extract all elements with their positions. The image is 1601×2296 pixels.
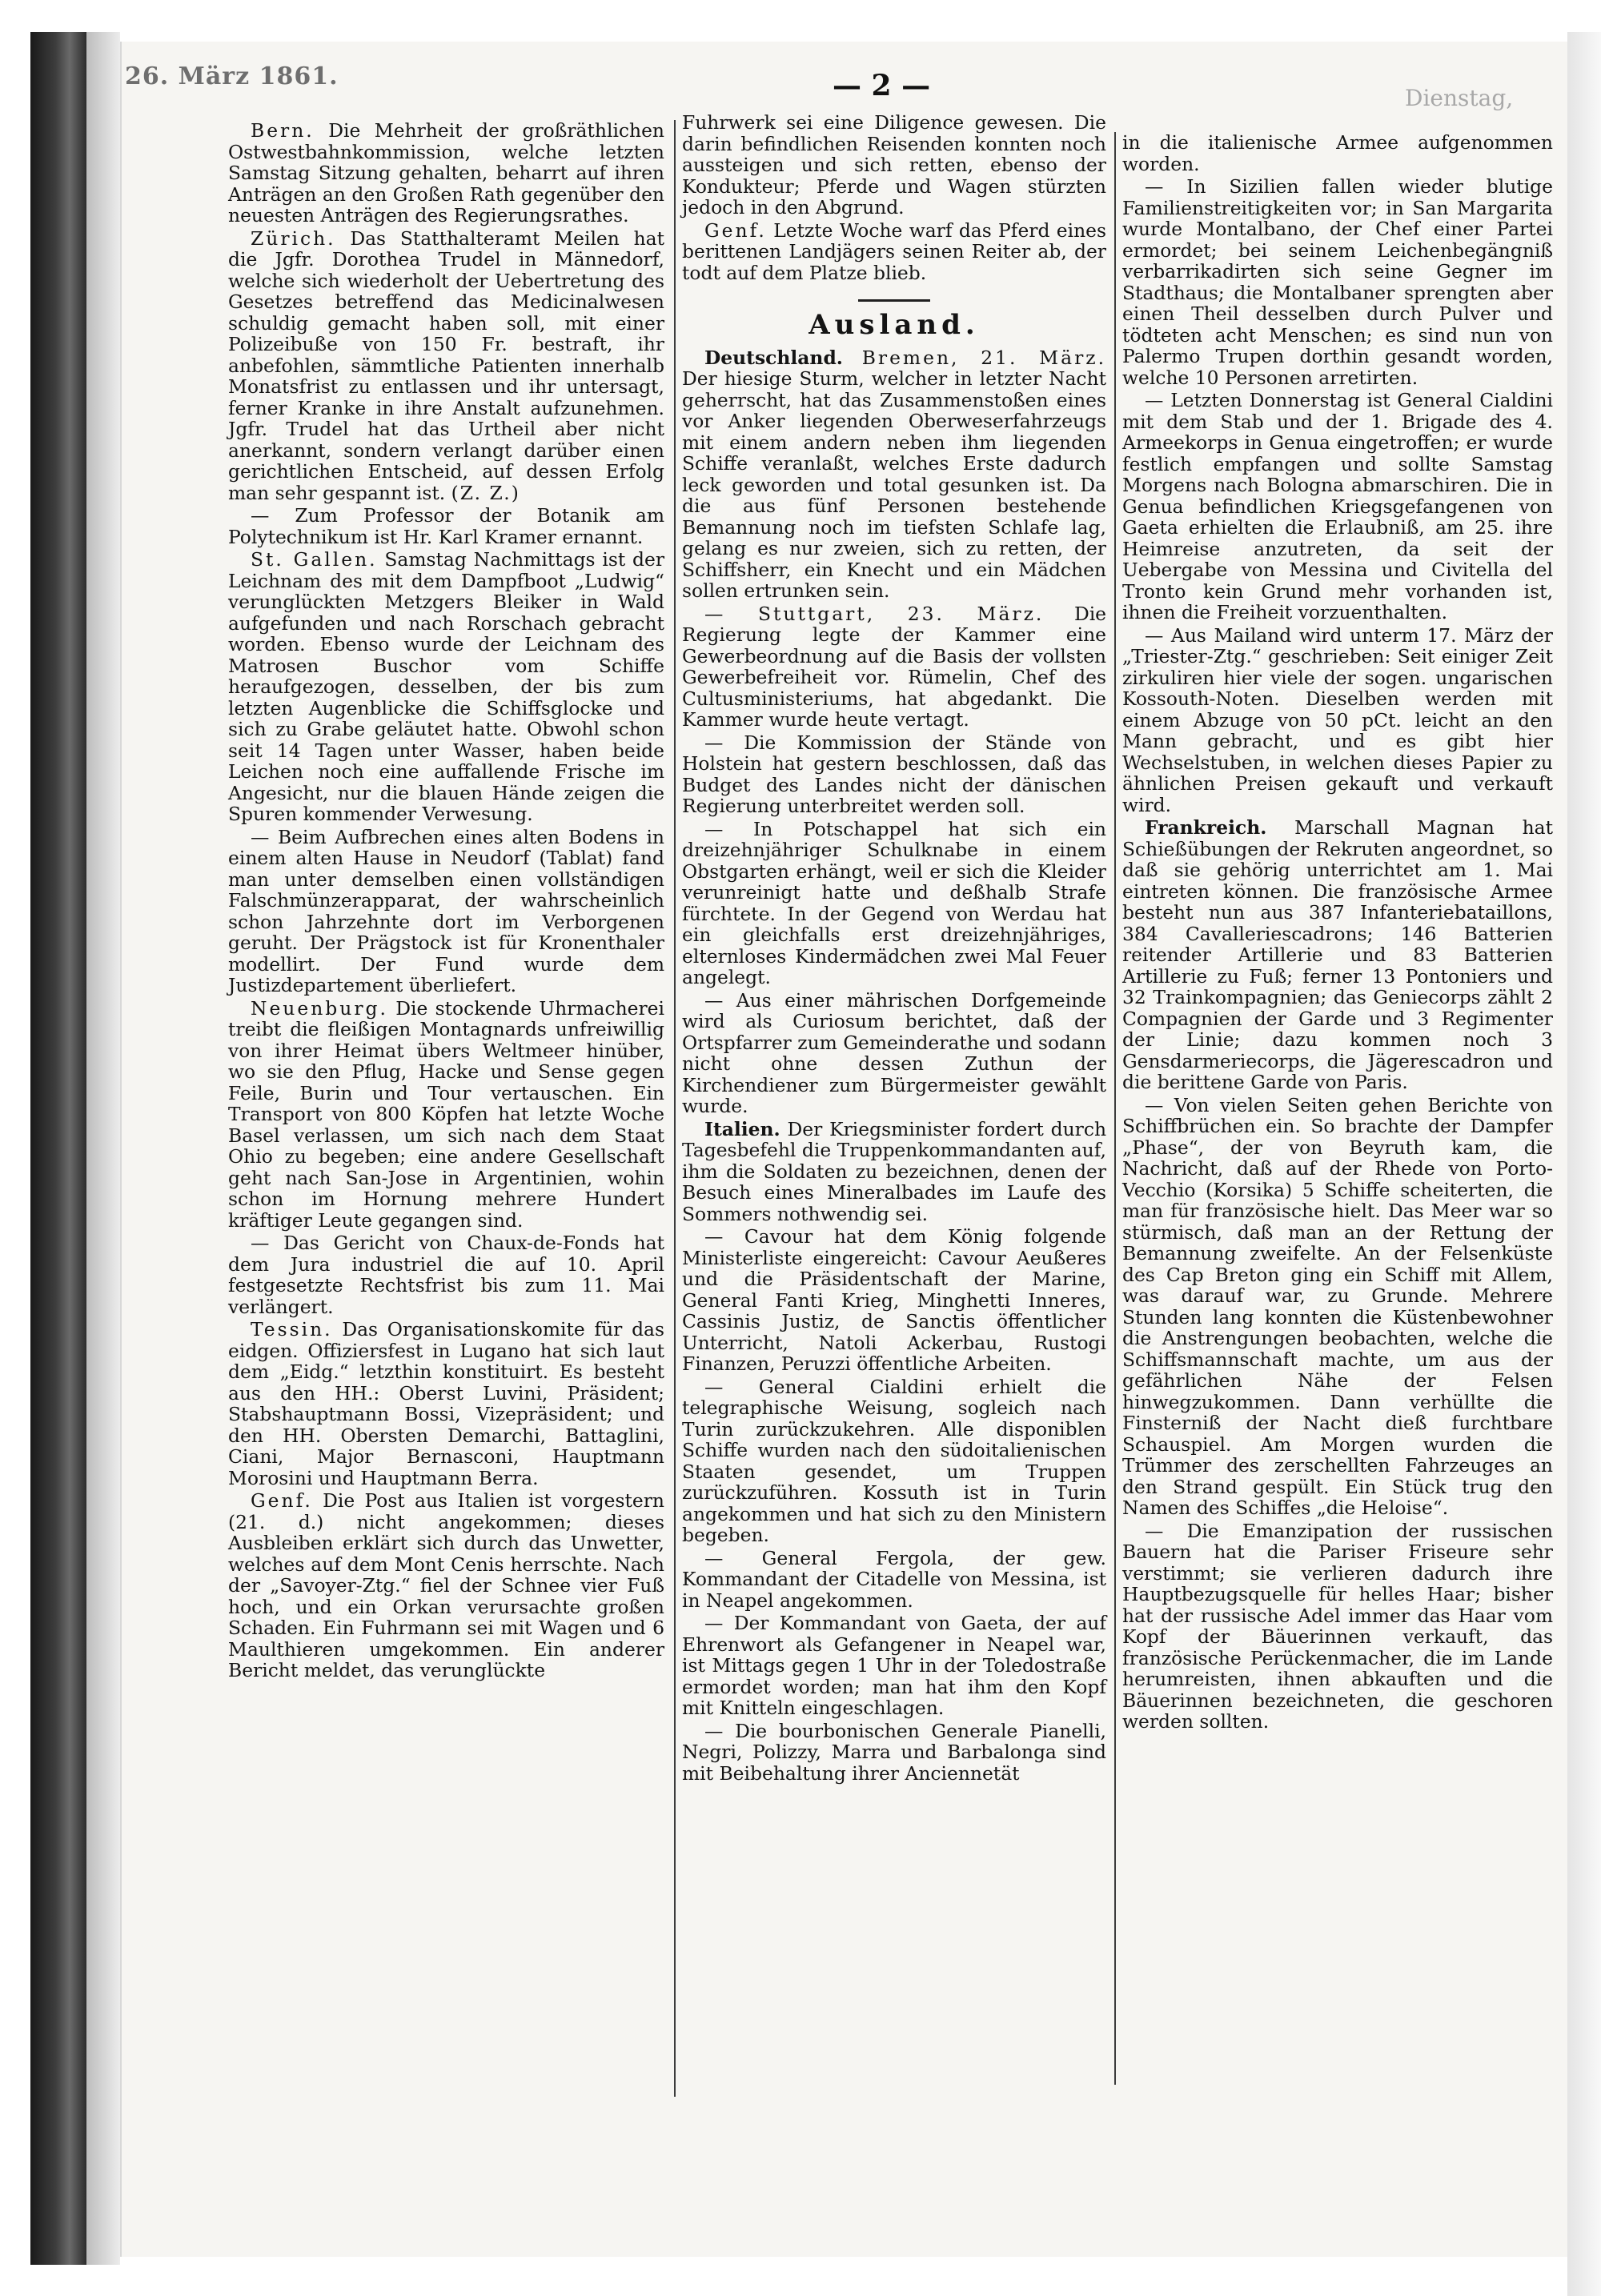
article-maehren: — Aus einer mährischen Dorfgemeinde wird als Curiosum berichtet, daß der Ortspfarrer zum Gemeinderathe und sodann nicht ohne dessen Zuthun der Kirchendiener zum Bürgermeister gewählt wurde. (682, 988, 1106, 1117)
article-italien-continued: in die italienische Armee aufgenommen worden. (1122, 131, 1553, 175)
section-divider (858, 299, 930, 302)
place-neuenburg: Neuenburg. (251, 996, 388, 1020)
place-tessin: Tessin. (251, 1318, 333, 1340)
article-fergola: — General Fergola, der gew. Kommandant der Citadelle von Messina, ist in Neapel angekommen. (682, 1546, 1106, 1612)
article-text: Letzte Woche warf das Pferd eines berittenen Landjägers seinen Reiter ab, der todt auf dem Platze blieb. (682, 218, 1107, 284)
book-binding (30, 32, 86, 2265)
article-bern (228, 120, 664, 226)
article-stuttgart (682, 603, 1106, 731)
article-text: Das Statthalteramt Meilen hat die Jgfr. Dorothea Trudel in Männedorf, welche sich wiederholt der Uebertretung des Gesetzes betreffend das Medicinalwesen schuldig gemacht haben soll, mit einer Polizeibuße von 150 Fr. bestraft, ihr anbefohlen, sämmtliche Patienten innerhalb Monatsfrist zu entlassen und ihr untersagt, ferner Kranke in ihre Anstalt aufzunehmen. Jgfr. Trudel hat das Urtheil aber nicht anerkannt, sondern verlangt darüber einen gerichtlichen Entscheid, auf dessen Erfolg man sehr gespannt ist. (228, 226, 665, 504)
article-bremen (682, 347, 1106, 602)
section-title-ausland: Ausland. (809, 309, 980, 341)
article-emanzipation: — Die Emanzipation der russischen Bauern hat die Pariser Friseure sehr verstimmt; sie verlieren dadurch ihre Hauptbezugsquelle für helles Haar; bisher hat der russische Adel immer das Haar vom Kopf der Bäuerinnen verkauft, das französische Perückenmacher, die im Lande herumreisten, ihnen abkauften und die Bäuerinnen bezeichneten, die geschoren werden sollten. (1122, 1519, 1553, 1733)
article-cialdini: — General Cialdini erhielt die telegraphische Weisung, sogleich nach Turin zurückzukehren. Alle disponiblen Schiffe wurden nach den südoitalienischen Staaten gesendet, um Truppen zurückzuführen. Kossuth ist in Turin angekommen und hat sich zu den Ministern begeben. (682, 1375, 1106, 1546)
article-neuenburg (228, 998, 664, 1232)
article-cavour: — Cavour hat dem König folgende Ministerliste eingereicht: Cavour Aeußeres und die Präsidentschaft der Marine, General Fanti Krieg, Minghetti Inneres, Cassinis Justiz, de Sanctis öffentlicher Unterricht, Natoli Ackerbau, Rustogi Finanzen, Peruzzi öffentliche Arbeiten. (682, 1225, 1106, 1375)
article-text: Samstag Nachmittags ist der Leichnam des mit dem Dampfboot „Ludwig“ verunglückten Metzgers Bleiker in Wald aufgefunden und nach Rorschach gebracht worden. Ebenso wurde der Leichnam des Matrosen Buschor vom Schiffe heraufgezogen, desselben, der bis zum letzten Augenblicke die Schiffsglocke und sich zu Grabe geläutet hatte. Obwohl schon seit 14 Tagen unter Wasser, haben beide Leichen noch eine auffallende Frische im Angesicht, nur die blauen Hände zeigen die Spuren kommender Verwesung. (228, 548, 664, 825)
article-text: Das Organisationskomite für das eidgen. Offiziersfest in Lugano hat sich laut dem „Eidg.“ letzthin konstituirt. Es besteht aus den HH.: Oberst Luvini, Präsident; Stabshauptmann Bossi, Vizepräsident; und den HH. Obersten Demarchi, Battaglini, Ciani, Major Bernasconi, Hauptmann Morosini und Hauptmann Berra. (228, 1318, 665, 1489)
article-chaux-de-fonds: — Das Gericht von Chaux-de-Fonds hat dem Jura industriel die auf 10. April festgesetzte Rechtsfrist bis zum 11. Mai verlängert. (228, 1232, 664, 1318)
article-generale: — Die bourbonischen Generale Pianelli, Negri, Polizzy, Marra und Barbalonga sind mit Beibehaltung ihrer Anciennetät (682, 1719, 1106, 1785)
column-rule-2 (1114, 132, 1116, 2085)
article-text: Die Regierung legte der Kammer eine Gewerbeordnung auf die Basis der vollsten Gewerbefreiheit vor. Rümelin, Chef des Cultusministeriums, hat abgedankt. Die Kammer wurde heute vertagt. (682, 602, 1107, 731)
place-bern: Bern. (251, 119, 315, 142)
article-text: Der Kriegsminister fordert durch Tagesbefehl die Truppenkommandanten auf, ihm die Soldaten zu bezeichnen, denen der Besuch eines Mineralbades im Laufe des Sommers nothwendig sei. (682, 1117, 1107, 1225)
country-italien: Italien. (704, 1117, 780, 1140)
page-number: — 2 — (833, 69, 931, 102)
country-frankreich: Frankreich. (1145, 816, 1267, 839)
article-text: Die Mehrheit der großräthlichen Ostwestbahnkommission, welche letzten Samstag Sitzung gehalten, beharrt auf ihren Anträgen an den Großen Rath gegenüber den neuesten Anträgen des Regierungsrathes. (228, 119, 665, 226)
article-tessin (228, 1319, 664, 1489)
column-2 (682, 112, 1106, 1785)
source-signature: (Z. Z.) (451, 481, 520, 504)
bleed-through-right-header: Dienstag, (1405, 85, 1514, 111)
article-text: Marschall Magnan hat Schießübungen der Rekruten angeordnet, so daß sie gehörig unterrichtet am 1. Mai eintreten können. Die französische Armee besteht nun aus 387 Infanteriebataillons, 384 Cavalleriescadrons; 146 Batterien reitender Artillerie und 83 Batterien Artillerie zu Fuß; ferner 13 Pontoniers und 32 Trainkompagnien; das Geniecorps zählt 2 Compagnien der Garde und 3 Regimenter der Linie; dazu kommen noch 3 Gensdarmeriecorps, die Jägerescadron und die berittene Garde von Paris. (1122, 816, 1553, 1093)
column-rule-1 (674, 120, 676, 2097)
article-cialdini-genua: — Letzten Donnerstag ist General Cialdini mit dem Stab und der 1. Brigade des 4. Armeekorps in Genua eingetroffen; er wurde festlich empfangen und sollte Samstag Morgens nach Bologna abmarschiren. Die in Genua befindlichen Kriegsgefangenen von Gaeta erhielten die Erlaubniß, am 25. ihre Heimreise anzutreten, da seit der Uebergabe von Messina und Civitella del Tronto kein Grund mehr vorhanden ist, ihnen die Freiheit vorzuenthalten. (1122, 389, 1553, 623)
place-genf: Genf. (251, 1489, 313, 1512)
page-edge (1567, 32, 1601, 2296)
place-genf: Genf. (704, 218, 767, 242)
article-zuerich (228, 228, 664, 504)
article-genf-continued: Fuhrwerk sei eine Diligence gewesen. Die darin befindlichen Reisenden konnten noch aussteigen und sich retten, ebenso der Kondukteur; Pferde und Wagen stürzten jedoch in den Abgrund. (682, 111, 1106, 218)
country-deutschland: Deutschland. (704, 346, 843, 369)
article-st-gallen (228, 549, 664, 825)
article-genf-2 (682, 220, 1106, 284)
article-sizilien: — In Sizilien fallen wieder blutige Familienstreitigkeiten vor; in San Margarita wurde Montalbano, der Chef einer Partei ermordet; bei seinem Leichenbegängniß verbarrikadirten sich seine Gegner im Stadthaus; die Montalbaner sprengten aber einen Theil desselben durch Pulver und tödteten acht Menschen; es sind nun von Palermo Trupen dorthin gesandt worden, welche 10 Personen arretirten. (1122, 175, 1553, 389)
column-3 (1122, 132, 1553, 1734)
column-1 (228, 120, 664, 1683)
article-gaeta: — Der Kommandant von Gaeta, der auf Ehrenwort als Gefangener in Neapel war, ist Mittags gegen 1 Uhr in der Toledostraße ermordet worden; man hat ihm den Kopf mit Knitteln eingeschlagen. (682, 1612, 1106, 1719)
article-frankreich (1122, 817, 1553, 1093)
article-mailand: — Aus Mailand wird unterm 17. März der „Triester-Ztg.“ geschrieben: Seit einiger Zeit zirkuliren hier viele der sogen. ungarischen Kossouth-Noten. Dieselben werden mit einem Abzuge von 50 pCt. leicht an den Mann gebracht, und es gibt hier Wechselstuben, in welchen dieses Papier zu ähnlichen Preisen gekauft und verkauft wird. (1122, 623, 1553, 816)
article-text: Die stockende Uhrmacherei treibt die fleißigen Montagnards unfreiwillig von ihrer Heimat übers Weltmeer hinüber, wo sie den Pflug, Hacke und Sense gegen Feile, Burin und Tour vertauschen. Ein Transport von 800 Köpfen hat letzte Woche Basel verlassen, um sich nach dem Staat Ohio zu begeben; eine andere Gesellschaft geht nach San-Jose in Argentinien, wohin schon im Hornung mehrere Hundert kräftiger Leute gegangen sind. (228, 996, 664, 1232)
place-zuerich: Zürich. (251, 226, 336, 250)
article-neudorf: — Beim Aufbrechen eines alten Bodens in einem alten Hause in Neudorf (Tablat) fand man unter demselben einen vollständigen Falschmünzerapparat, der wahrscheinlich schon Jahrzehnte dort im Verborgenen geruht. Der Prägstock ist für Kronenthaler modellirt. Der Fund wurde dem Justizdepartement überliefert. (228, 825, 664, 996)
article-holstein: — Die Kommission der Stände von Holstein hat gestern beschlossen, daß das Budget des Landes nicht der dänischen Regierung unterbreitet werden soll. (682, 731, 1106, 817)
article-text: Der hiesige Sturm, welcher in letzter Nacht geherrscht, hat das Zusammenstoßen eines vor Anker liegenden Oberweserfahrzeugs mit einem andern neben ihm liegenden Schiffe veranlaßt, welches Erste dadurch leck geworden und total gesunken ist. Da die aus fünf Personen bestehende Bemannung noch im tiefsten Schlafe lag, gelang es nur zweien, sich zu retten, der Schiffsherr, ein Knecht und ein Mädchen sollen ertrunken sein. (682, 367, 1106, 602)
place-st-gallen: St. Gallen. (251, 548, 378, 571)
binding-edge (86, 32, 120, 2265)
article-schiffbruch: — Von vielen Seiten gehen Berichte von Schiffbrüchen ein. So brachte der Dampfer „Phase“, der von Beyruth kam, die Nachricht, daß auf der Rhede von Porto-Vecchio (Korsika) 5 Schiffe scheiterten, die man für französische hielt. Das Meer war so stürmisch, daß man an der Rettung der Bemannung zweifelte. An der Felsenküste des Cap Breton ging ein Schiff mit Allem, was darauf war, zu Grunde. Mehrere Stunden lang konnten die Küstenbewohner die Anstrengungen beobachten, welche die Schiffsmannschaft machte, um aus der gefährlichen Nähe der Felsen hinwegzukommen. Dann verhüllte die Finsterniß der Nacht dieß furchtbare Schauspiel. Am Morgen wurden die Trümmer des zerschellten Fahrzeuges an den Strand gespült. Ein Stück trug den Namen des Schiffes „die Heloise“. (1122, 1093, 1553, 1519)
article-italien (682, 1119, 1106, 1225)
article-potschappel: — In Potschappel hat sich ein dreizehnjähriger Schulknabe in einem Obstgarten erhängt, weil er sich die Kleider verunreinigt hatte und deßhalb Strafe fürchtete. In der Gegend von Werdau hat ein gleichfalls erst dreizehnjähriges, elternloses Kindermädchen zwei Mal Feuer angelegt. (682, 817, 1106, 988)
article-botanik: — Zum Professor der Botanik am Polytechnikum ist Hr. Karl Kramer ernannt. (228, 504, 664, 548)
article-genf (228, 1490, 664, 1681)
place-bremen: Bremen, 21. März. (861, 346, 1107, 369)
place-stuttgart: — Stuttgart, 23. März. (704, 602, 1045, 625)
article-text: Die Post aus Italien ist vorgestern (21. d.) nicht angekommen; dieses Ausbleiben erklärt sich durch das Unwetter, welches auf dem Mont Cenis herrschte. Nach der „Savoyer-Ztg.“ fiel der Schnee vier Fuß hoch, und ein Orkan verursachte großen Schaden. Ein Fuhrmann sei mit Wagen und 6 Maulthieren umgekommen. Ein anderer Bericht meldet, das verunglückte (228, 1489, 664, 1681)
bleed-through-left-header: 26. März 1861. (125, 62, 339, 90)
